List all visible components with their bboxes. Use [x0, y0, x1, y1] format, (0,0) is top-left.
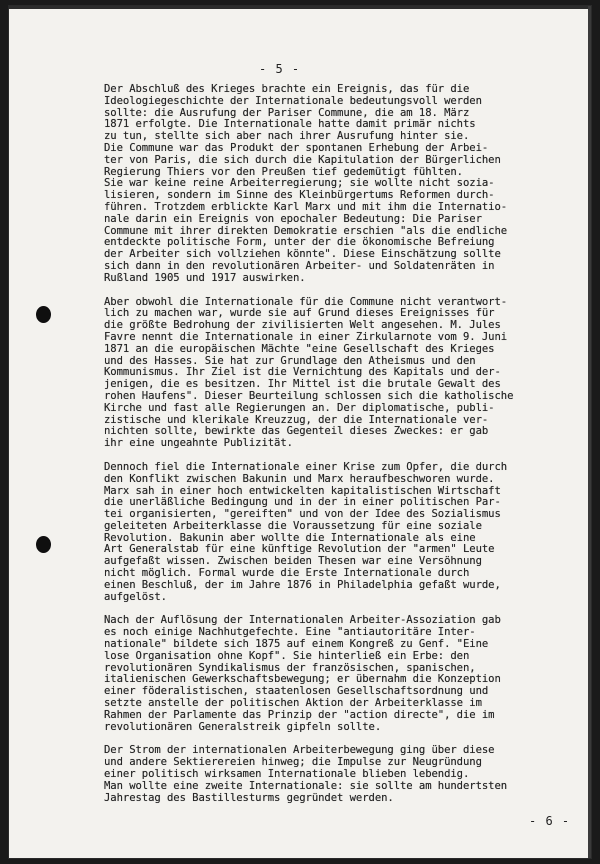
punch-hole — [36, 306, 51, 323]
punch-hole — [36, 536, 51, 553]
paragraph: Nach der Auflösung der Internationalen Arbeiter-Assoziation gab es noch einige Nachhutgefechte. Eine "antiautoritäre Inter- nationale" bildete sich 1875 auf einem Kongreß zu Genf. "Eine lose Organisation ohne Kopf". Sie hinterließ ein Erbe: den revolutionären Syndikalismus der französischen, spanischen, italienischen Gewerkschaftsbewegung; er übernahm die Konzeption einer föderalistischen, staatenlosen Gesellschaftsordnung und setzte anstelle der politischen Aktion der Arbeiterklasse im Rahmen der Parlamente das Prinzip der "action directe", die im revolutionären Generalstreik gipfeln sollte. — [104, 614, 501, 733]
body-text — [104, 84, 572, 816]
document-page — [9, 6, 591, 858]
page-number-bottom: - 6 - — [529, 814, 571, 828]
paragraph: Aber obwohl die Internationale für die Commune nicht verantwort- lich zu machen war, wurde sie auf Grund dieses Ereignisses für die größte Bedrohung der zivilisierten Welt angesehen. M. Jules Favre nennt die Internationale in einer Zirkularnote vom 9. Juni 1871 an die europäischen Mächte "eine Gesellschaft des Krieges und des Hasses. Sie hat zur Grundlage den Atheismus und den Kommunismus. Ihr Ziel ist die Vernichtung des Kapitals und der- jenigen, die es besitzen. Ihr Mittel ist die brutale Gewalt des rohen Haufens". Dieser Beurteilung schlossen sich die katholische Kirche und fast alle Regierungen an. Der diplomatische, publi- zistische und klerikale Kreuzzug, der die Internationale ver- nichten sollte, bewirkte das Gegenteil dieses Zweckes: er gab ihr eine ungeahnte Publizität. — [104, 295, 514, 450]
paragraph: Der Strom der internationalen Arbeiterbewegung ging über diese und andere Sektierereien hinweg; die Impulse zur Neugründung einer politisch wirksamen Internationale blieben lebendig. Man wollte eine zweite Internationale: sie sollte am hundertsten Jahrestag des Bastillesturms gegründet werden. — [104, 744, 508, 804]
paragraph: Dennoch fiel die Internationale einer Krise zum Opfer, die durch den Konflikt zwischen Bakunin und Marx heraufbeschworen wurde. Marx sah in einer hoch entwickelten kapitalistischen Wirtschaft die unerläßliche Bedingung und in der in einer politischen Par- tei organisierten, "gereiften" und von der Idee des Sozialismus geleiteten Arbeiterklasse die Voraussetzung für eine soziale Revolution. Bakunin aber wollte die Internationale als eine Art Generalstab für eine künftige Revolution der "armen" Leute aufgefaßt wissen. Zwischen beiden Thesen war eine Versöhnung nicht möglich. Formal wurde die Erste Internationale durch einen Beschluß, der im Jahre 1876 in Philadelphia gefaßt wurde, aufgelöst. — [104, 460, 508, 603]
paragraph: Der Abschluß des Krieges brachte ein Ereignis, das für die Ideologiegeschichte der Internationale bedeutungsvoll werden sollte: die Ausrufung der Pariser Commune, die am 18. März 1871 erfolgte. Die Internationale hatte damit primär nichts zu tun, stellte sich aber nach ihrer Ausrufung hinter sie. Die Commune war das Produkt der spontanen Erhebung der Arbei- ter von Paris, die sich durch die Kapitulation der Bürgerlichen Regierung Thiers vor den Preußen tief gedemütigt fühlten. Sie war keine reine Arbeiterregierung; sie wollte nicht sozia- lisieren, sondern im Sinne des Kleinbürgertums Reformen durch- führen. Trotzdem erblickte Karl Marx und mit ihm die Internatio- nale darin ein Ereignis von epochaler Bedeutung: Die Pariser Commune mit ihrer direkten Demokratie erschien "als die endliche entdeckte politische Form, unter der die ökonomische Befreiung der Arbeiter sich vollziehen könnte". Diese Einschätzung sollte sich dann in den revolutionären Arbeiter- und Soldatenräten in Rußland 1905 und 1917 auswirken. — [104, 83, 508, 284]
page-number-top: - 5 - — [259, 62, 301, 76]
